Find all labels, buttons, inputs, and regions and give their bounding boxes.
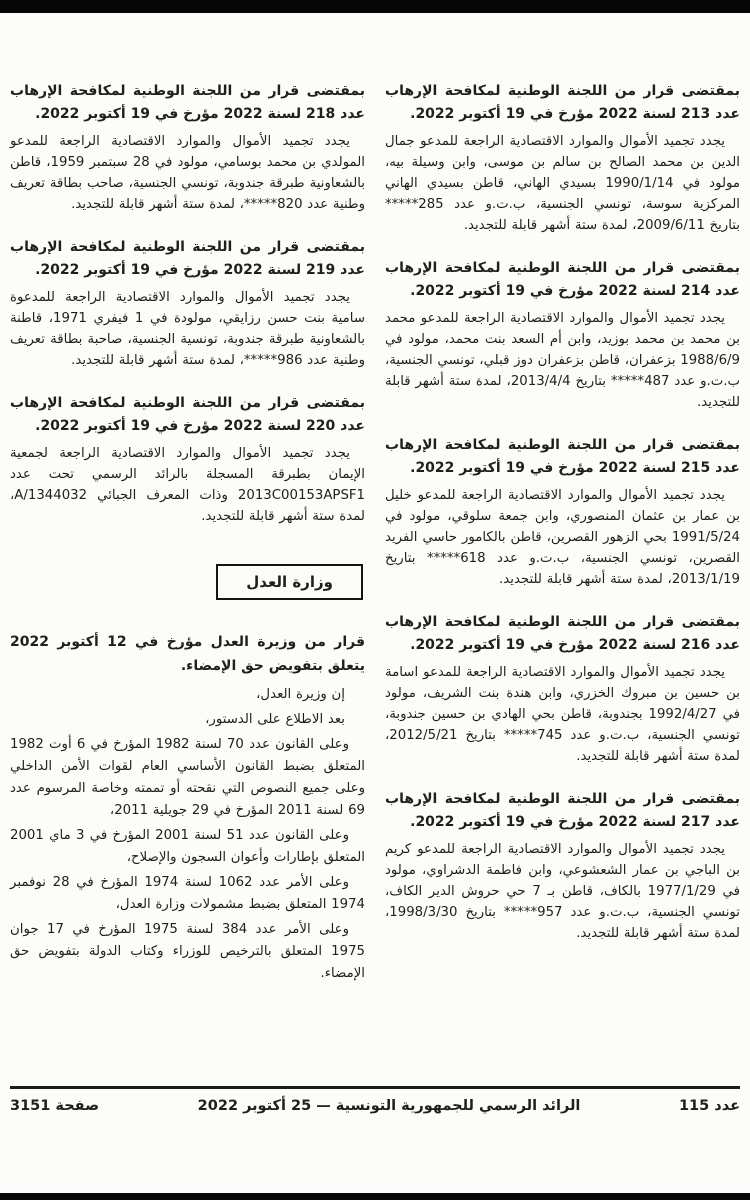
justice-decree-title: قرار من وزيرة العدل مؤرخ في 12 أكتوبر 2022 يتعلق بتفويض حق الإمضاء. bbox=[10, 634, 365, 674]
decree-body: يجدد تجميد الأموال والموارد الاقتصادية الراجعة للمدعوة سامية بنت حسن رزايقي، مولودة في 1 فيفري 1971، قاطنة بالشعاونية طبرقة جندوبة، تونسية الجنسية، صاحبة بطاقة تعريف وطنية عدد 986*****، لمدة ستة أشهر قابلة للتجديد. bbox=[10, 290, 365, 368]
ministry-of-justice-heading-box: وزارة العدل bbox=[216, 564, 363, 600]
page-content bbox=[10, 80, 740, 988]
decree-body: يجدد تجميد الأموال والموارد الاقتصادية الراجعة للمدعو اسامة بن حسين بن مبروك الخزري، وابن هندة بنت الشريف، مولود في 1992/4/27 بجندوبة، قاطن بحي الهادي بن حسين جندوبة، تونسي الجنسية، ب.ت.و عدد 745***** بتاريخ 2012/5/21، لمدة ستة أشهر قابلة للتجديد. bbox=[385, 665, 741, 764]
footer-journal-title: الرائد الرسمي للجمهورية التونسية — 25 أكتوبر 2022 bbox=[197, 1098, 581, 1114]
decree-header: بمقتضى قرار من اللجنة الوطنية لمكافحة الإرهاب عدد 220 لسنة 2022 مؤرخ في 19 أكتوبر 2022. bbox=[10, 395, 365, 434]
decree-body: يجدد تجميد الأموال والموارد الاقتصادية الراجعة للمدعو كريم بن الباجي بن عمار الشعشوعي، وابن فاطمة الدشراوي، مولود في 1977/1/29 بالكاف، قاطن بـ 7 حي حروش الدير الكاف، تونسي الجنسية، ب.ت.و عدد 957***** بتاريخ 1998/3/30، لمدة ستة أشهر قابلة للتجديد. bbox=[385, 842, 740, 941]
decree-header: بمقتضى قرار من اللجنة الوطنية لمكافحة الإرهاب عدد 219 لسنة 2022 مؤرخ في 19 أكتوبر 2022. bbox=[10, 239, 365, 278]
scan-edge-bottom bbox=[0, 1193, 750, 1200]
decree-body: يجدد تجميد الأموال والموارد الاقتصادية الراجعة لجمعية الإيمان بطبرقة المسجلة بالرائد الرسمي تحت عدد 2013C00153APSF1 وذات المعرف الجبائي A/1344032، لمدة ستة أشهر قابلة للتجديد. bbox=[10, 446, 365, 524]
footer-page-number: صفحة 3151 bbox=[10, 1098, 100, 1114]
decree-219 bbox=[10, 236, 365, 371]
decree-header: بمقتضى قرار من اللجنة الوطنية لمكافحة الإرهاب عدد 218 لسنة 2022 مؤرخ في 19 أكتوبر 2022. bbox=[10, 83, 365, 122]
decree-body: يجدد تجميد الأموال والموارد الاقتصادية الراجعة للمدعو المولدي بن محمد بوسامي، مولود في 28 سبتمبر 1959، قاطن بالشعاونية طبرقة جندوبة، تونسي الجنسية، صاحب بطاقة تعريف وطنية عدد 820*****، لمدة ستة أشهر قابلة للتجديد. bbox=[10, 134, 365, 212]
decree-215 bbox=[385, 434, 740, 590]
scan-edge-top bbox=[0, 0, 750, 13]
decree-header: بمقتضى قرار من اللجنة الوطنية لمكافحة الإرهاب عدد 216 لسنة 2022 مؤرخ في 19 أكتوبر 2022. bbox=[385, 614, 740, 653]
decree-body: يجدد تجميد الأموال والموارد الاقتصادية الراجعة للمدعو محمد بن محمد بن محمد بوزيد، وابن أم السعد بنت محمد، مولود في 1988/6/9 بزعفران، قاطن بزعفران دوز قبلي، تونسي الجنسية، ب.ت.و عدد 487***** بتاريخ 2013/4/4، لمدة ستة أشهر قابلة للتجديد. bbox=[385, 311, 740, 410]
column-left bbox=[10, 80, 365, 988]
justice-decree-intro-line: بعد الاطلاع على الدستور، bbox=[205, 712, 345, 727]
decree-body: يجدد تجميد الأموال والموارد الاقتصادية الراجعة للمدعو خليل بن عمار بن عثمان المنصوري، وابن جمعة سلوقي، مولود في 1991/5/24 بحي الزهور القصرين، قاطن بالكامور حاسي الفريد القصرين، تونسي الجنسية، ب.ت.و عدد 618***** بتاريخ 2013/1/19، لمدة ستة أشهر قابلة للتجديد. bbox=[385, 488, 740, 587]
page-footer bbox=[10, 1086, 740, 1114]
justice-decree-citation: وعلى القانون عدد 51 لسنة 2001 المؤرخ في 3 ماي 2001 المتعلق بإطارات وأعوان السجون والإصلاح، bbox=[10, 828, 365, 865]
decree-header: بمقتضى قرار من اللجنة الوطنية لمكافحة الإرهاب عدد 213 لسنة 2022 مؤرخ في 19 أكتوبر 2022. bbox=[385, 83, 740, 122]
justice-decree-citation: وعلى القانون عدد 70 لسنة 1982 المؤرخ في 6 أوت 1982 المتعلق بضبط القانون الأساسي العام لقوات الأمن الداخلي وعلى جميع النصوص التي نقحته أو تممته وخاصة المرسوم عدد 69 لسنة 2011 المؤرخ في 29 جويلية 2011، bbox=[10, 737, 365, 818]
column-right bbox=[385, 80, 740, 988]
justice-decree-citation: وعلى الأمر عدد 1062 لسنة 1974 المؤرخ في 28 نوفمبر 1974 المتعلق بضبط مشمولات وزارة العدل، bbox=[10, 875, 365, 912]
justice-decree-intro-line: إن وزيرة العدل، bbox=[256, 687, 345, 702]
decree-header: بمقتضى قرار من اللجنة الوطنية لمكافحة الإرهاب عدد 214 لسنة 2022 مؤرخ في 19 أكتوبر 2022. bbox=[385, 260, 740, 299]
decree-218 bbox=[10, 80, 365, 215]
decree-216 bbox=[385, 611, 740, 767]
decree-body: يجدد تجميد الأموال والموارد الاقتصادية الراجعة للمدعو جمال الدين بن محمد الصالح بن سالم بن موسى، وابن وسيلة بيه، مولود في 1990/1/14 بسيدي الهاني، قاطن بسيدي الهاني المركزية سوسة، تونسي الجنسية، ب.ت.و عدد 285***** بتاريخ 2009/6/11، لمدة ستة أشهر قابلة للتجديد. bbox=[385, 134, 740, 233]
decree-header: بمقتضى قرار من اللجنة الوطنية لمكافحة الإرهاب عدد 217 لسنة 2022 مؤرخ في 19 أكتوبر 2022. bbox=[385, 791, 740, 830]
justice-decree bbox=[10, 630, 365, 985]
decree-220 bbox=[10, 392, 365, 527]
decree-213 bbox=[385, 80, 740, 236]
decree-header: بمقتضى قرار من اللجنة الوطنية لمكافحة الإرهاب عدد 215 لسنة 2022 مؤرخ في 19 أكتوبر 2022. bbox=[385, 437, 740, 476]
decree-217 bbox=[385, 788, 740, 944]
footer-issue-number: عدد 115 bbox=[678, 1098, 740, 1114]
justice-decree-citation: وعلى الأمر عدد 384 لسنة 1975 المؤرخ في 17 جوان 1975 المتعلق بالترخيص للوزراء وكتاب الدولة بتفويض حق الإمضاء. bbox=[10, 922, 365, 981]
decree-214 bbox=[385, 257, 740, 413]
